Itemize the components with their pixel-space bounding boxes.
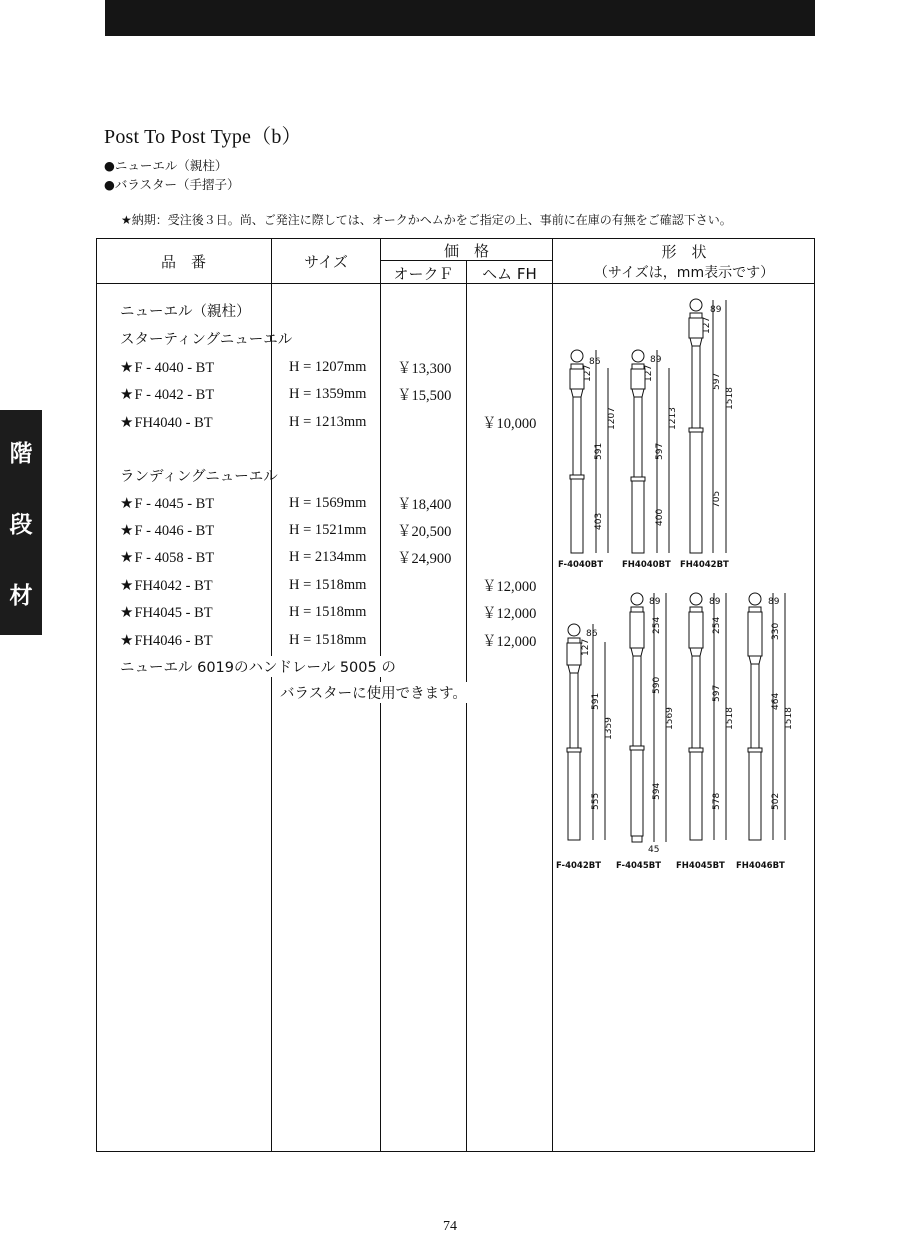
- dim-label: 590: [652, 676, 662, 694]
- section-tab: [0, 410, 42, 635]
- dim-label: 400: [655, 508, 665, 526]
- dim-label: 705: [712, 490, 722, 508]
- item-code: ★FH4046 - BT: [120, 630, 213, 649]
- page-number: 74: [443, 1219, 457, 1234]
- section-newel-title: ニューエル（親柱）: [120, 304, 251, 320]
- section-landing-newel: ランディングニューエル: [120, 469, 278, 485]
- item-size: H = 1518mm: [289, 631, 367, 648]
- model-label: F-4045BT: [616, 861, 662, 871]
- price-oak: ￥20,500: [397, 523, 452, 540]
- section-starting-newel: スターティングニューエル: [120, 332, 293, 348]
- price-oak: ￥13,300: [397, 360, 452, 377]
- page-title: Post To Post Type（b）: [104, 126, 302, 148]
- header-shape-note: （サイズは，mm表示です）: [593, 265, 775, 281]
- header-bar: [105, 0, 815, 36]
- dim-label: 127: [583, 364, 593, 382]
- dim-label: 89: [650, 355, 662, 365]
- item-code: ★FH4042 - BT: [120, 575, 213, 594]
- price-hem: ￥12,000: [482, 633, 537, 650]
- dim-label: 89: [649, 597, 661, 607]
- bullet-newel: ●ニューエル（親柱）: [104, 158, 228, 173]
- dim-label: 89: [768, 597, 780, 607]
- dim-label: 591: [591, 692, 601, 710]
- model-label: FH4046BT: [736, 861, 785, 871]
- dim-label: 403: [594, 512, 604, 530]
- footnote-line-1: ニューエル 6019のハンドレール 5005 の: [118, 656, 398, 677]
- model-label: FH4042BT: [680, 560, 729, 570]
- dim-label: 330: [771, 622, 781, 640]
- item-size: H = 1213mm: [289, 413, 367, 430]
- dim-label: 127: [702, 316, 712, 334]
- item-size: H = 1521mm: [289, 521, 367, 538]
- dim-label: 1569: [665, 707, 675, 730]
- dim-label: 127: [581, 638, 591, 656]
- item-code: ★F - 4058 - BT: [120, 547, 215, 566]
- dim-label: 502: [771, 792, 781, 810]
- price-oak: ￥24,900: [397, 550, 452, 567]
- item-size: H = 2134mm: [289, 548, 367, 565]
- dim-label: 1213: [668, 407, 678, 430]
- header-price: 価 格: [443, 242, 489, 260]
- dim-label: 254: [652, 616, 662, 634]
- item-code: ★F - 4042 - BT: [120, 384, 215, 403]
- item-size: H = 1207mm: [289, 358, 367, 375]
- dim-label: 86: [586, 629, 598, 639]
- model-label: FH4045BT: [676, 861, 725, 871]
- model-label: FH4040BT: [622, 560, 671, 570]
- dim-label: 594: [652, 782, 662, 800]
- dim-label: 1518: [725, 387, 735, 410]
- dim-label: 578: [712, 792, 722, 810]
- price-oak: ￥18,400: [397, 496, 452, 513]
- price-hem: ￥12,000: [482, 578, 537, 595]
- dim-label: 1518: [725, 707, 735, 730]
- header-hem: ヘム FH: [482, 265, 537, 283]
- footnote-line-2: バラスターに使用できます。: [278, 682, 469, 703]
- dim-label: 89: [709, 597, 721, 607]
- dim-label: 89: [710, 305, 722, 315]
- dim-label: 127: [644, 364, 654, 382]
- bullet-baluster: ●バラスター（手摺子）: [104, 177, 240, 192]
- price-hem: ￥10,000: [482, 415, 537, 432]
- dim-label: 591: [594, 442, 604, 460]
- dim-label: 1207: [607, 407, 617, 430]
- item-size: H = 1359mm: [289, 385, 367, 402]
- item-code: ★F - 4045 - BT: [120, 493, 215, 512]
- header-size: サイズ: [304, 253, 348, 271]
- dim-label: 555: [591, 792, 601, 810]
- dim-label: 597: [712, 684, 722, 702]
- tab-char-3: 材: [9, 583, 33, 609]
- dim-label: 597: [655, 442, 665, 460]
- header-oak: オークＦ: [393, 265, 454, 283]
- item-size: H = 1518mm: [289, 603, 367, 620]
- dim-label: 45: [648, 845, 660, 855]
- tab-char-1: 階: [9, 441, 33, 467]
- model-label: F-4042BT: [556, 861, 602, 871]
- dim-label: 254: [712, 616, 722, 634]
- product-diagram: [548, 290, 815, 890]
- price-oak: ￥15,500: [397, 387, 452, 404]
- dim-label: 464: [771, 692, 781, 710]
- item-size: H = 1569mm: [289, 494, 367, 511]
- model-label: F-4040BT: [558, 560, 604, 570]
- header-shape: 形 状: [661, 243, 707, 261]
- item-code: ★F - 4040 - BT: [120, 357, 215, 376]
- item-code: ★F - 4046 - BT: [120, 520, 215, 539]
- item-code: ★FH4045 - BT: [120, 602, 213, 621]
- item-size: H = 1518mm: [289, 576, 367, 593]
- item-code: ★FH4040 - BT: [120, 412, 213, 431]
- price-hem: ￥12,000: [482, 605, 537, 622]
- dim-label: 1359: [604, 717, 614, 740]
- dim-label: 597: [712, 372, 722, 390]
- delivery-note: ★納期：受注後３日。尚、ご発注に際しては、オークかヘムかをご指定の上、事前に在庫の有無をご確認下さい。: [121, 213, 732, 227]
- dim-label: 1518: [784, 707, 794, 730]
- dim-label: 86: [589, 357, 601, 367]
- header-item: 品 番: [160, 253, 206, 271]
- tab-char-2: 段: [9, 512, 33, 538]
